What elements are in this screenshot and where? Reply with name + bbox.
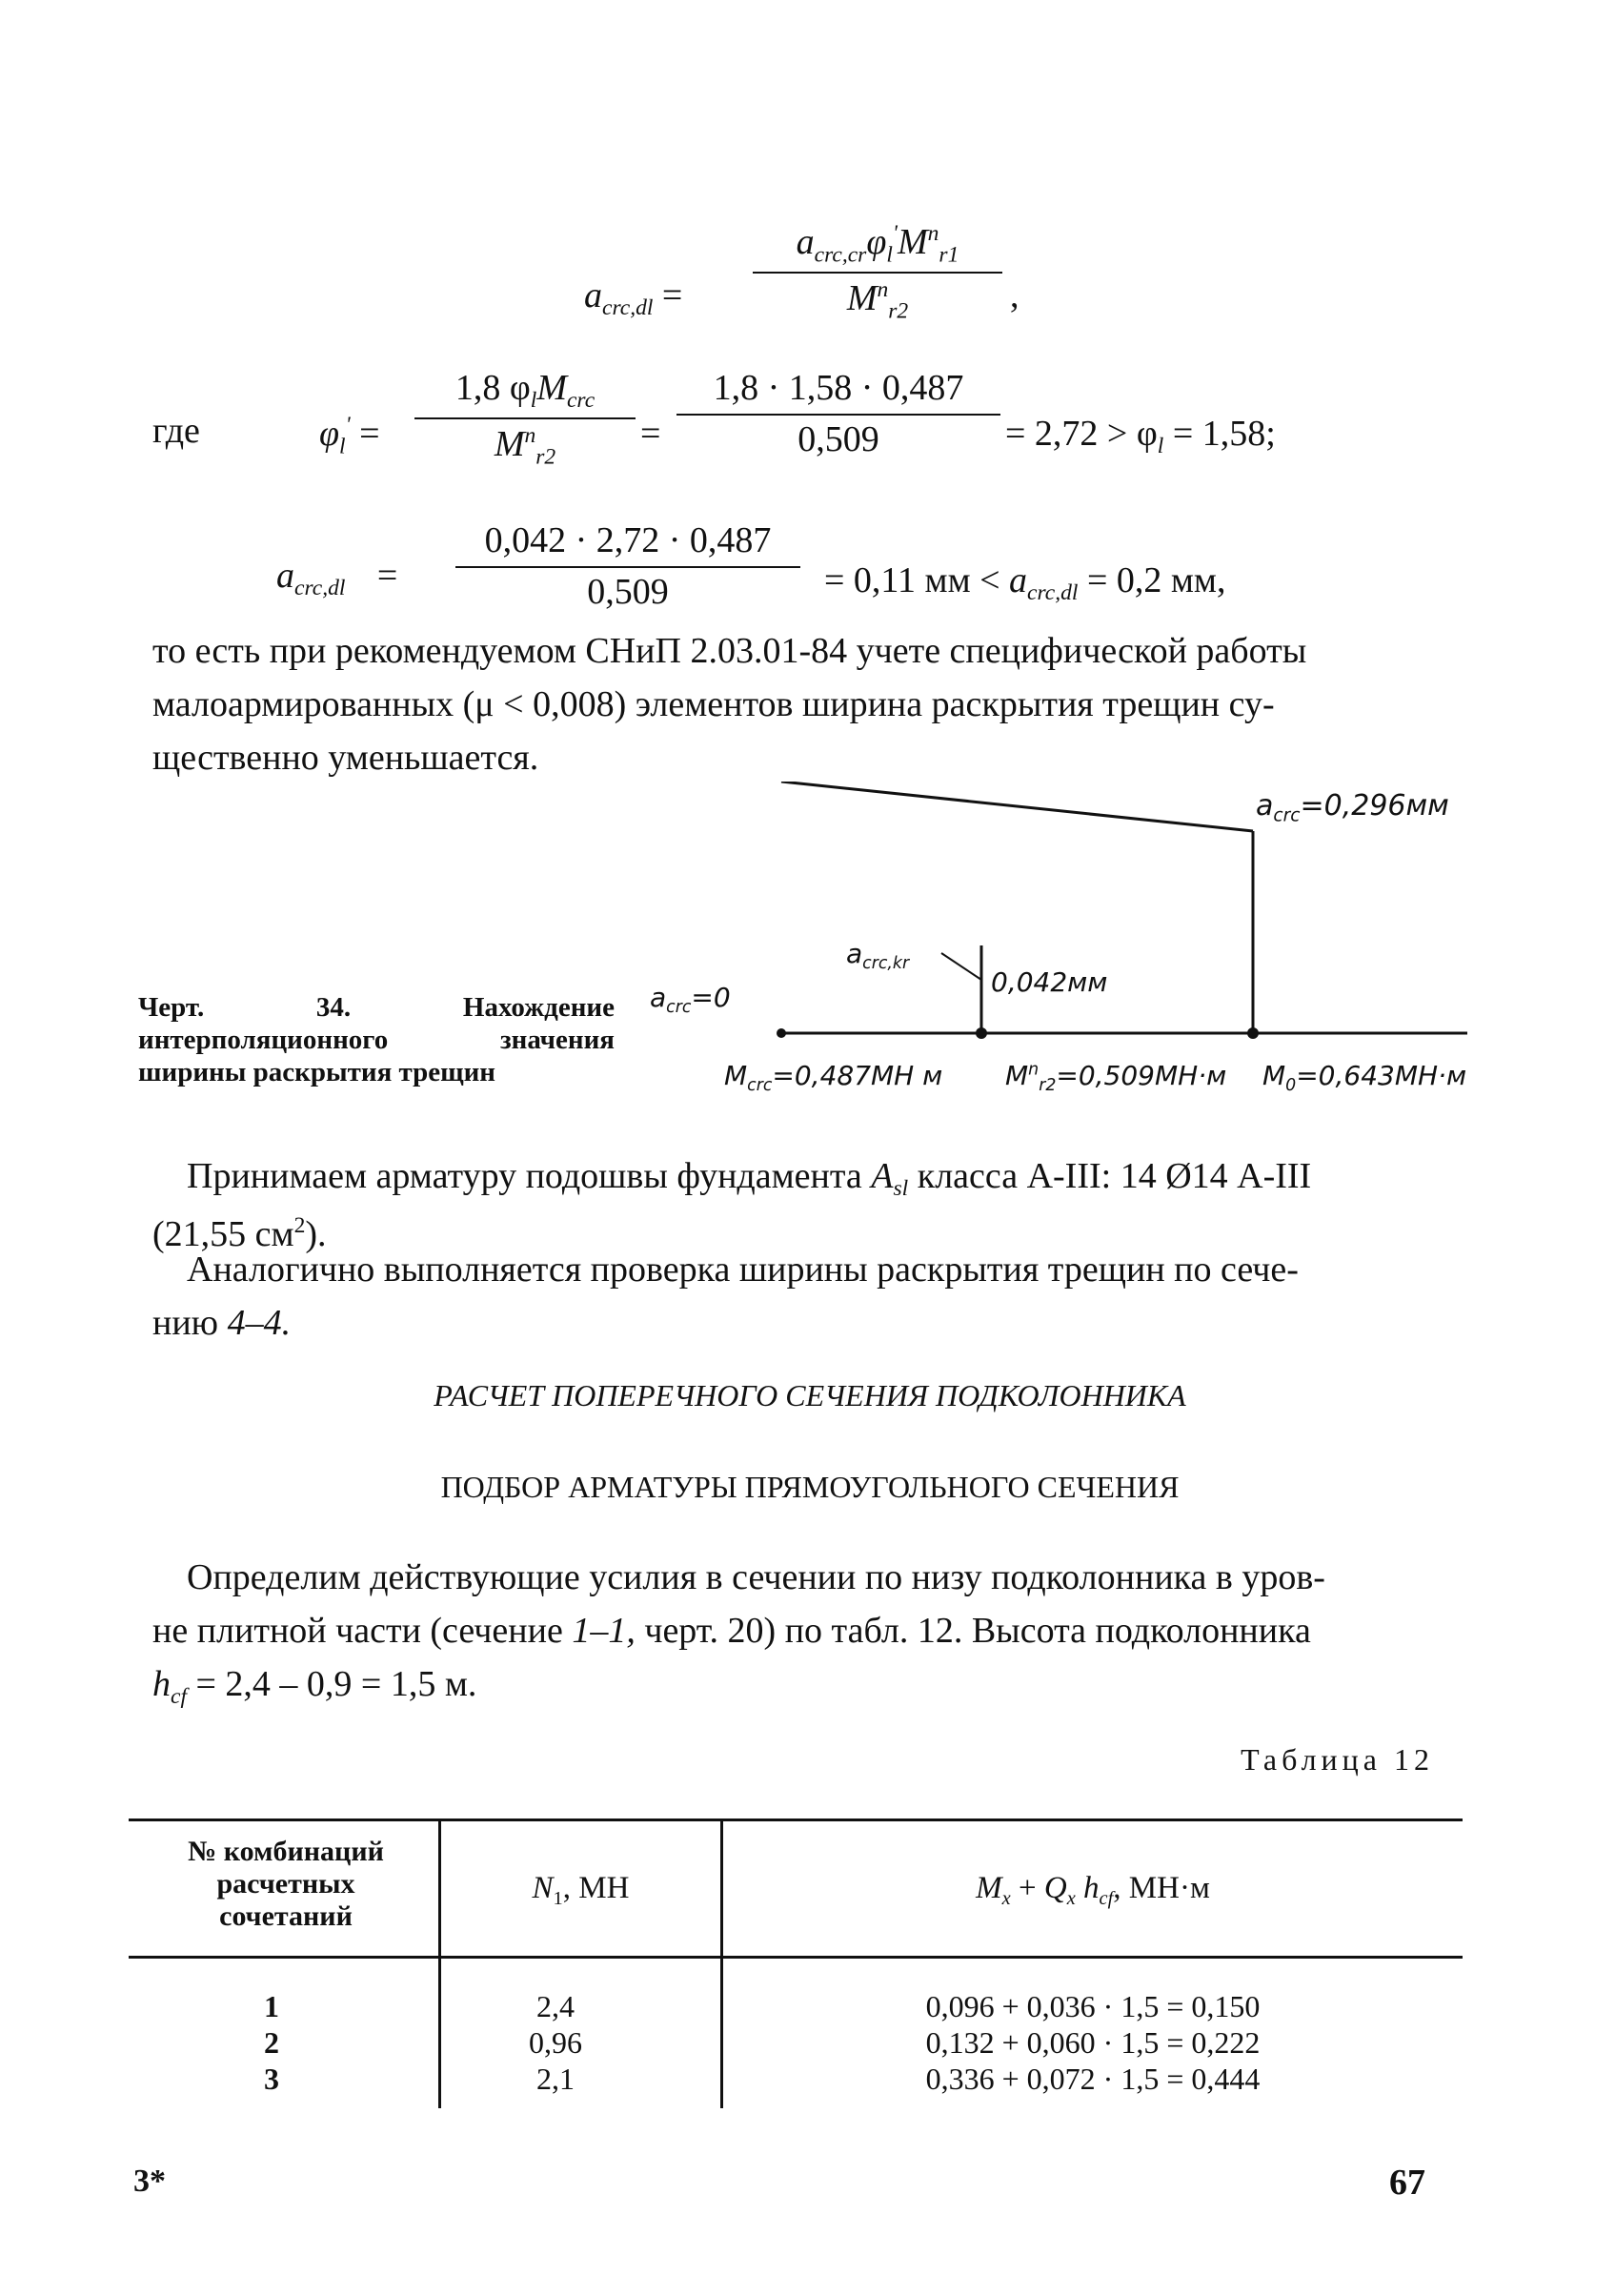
formula-3-result: = 0,11 мм < $a_{crc,dl} = 0,2$ мм, <box>824 560 1226 606</box>
footer-signature-mark: 3* <box>133 2164 166 2199</box>
table-cell-n1: 0,96 <box>529 2025 582 2060</box>
table-cell-combination: 3 <box>264 2062 279 2096</box>
figure-34-diagram <box>619 782 1496 1096</box>
label-a-crc-kr: $a_{crc,kr}$ <box>846 938 910 974</box>
heading-1: РАСЧЕТ ПОПЕРЕЧНОГО СЕЧЕНИЯ ПОДКОЛОННИКА <box>434 1378 1186 1412</box>
paragraph-1 <box>152 624 1467 784</box>
formula-1-lhs: $a_{crc,dl}$ = <box>584 275 683 321</box>
formula-2-result: = $2,72 > \varphi_l = 1,58$; <box>1005 414 1276 459</box>
formula-2-eq2: = <box>640 414 661 454</box>
paragraph-2-line-2: (21,55 $см^2$). <box>152 1213 327 1255</box>
point-mcrc <box>777 1028 786 1038</box>
point-mr2 <box>976 1027 987 1039</box>
label-a-crc-top: $a_{crc}=0,296мм$ <box>1256 789 1449 826</box>
label-0042: 0,042мм <box>991 966 1108 998</box>
paragraph-3 <box>152 1243 1467 1350</box>
paragraph-4 <box>152 1551 1467 1723</box>
table-header-rule <box>129 1956 1463 1959</box>
paragraph-1-line-2: малоармированных (μ < 0,008) элементов ширина раскрытия трещин су- <box>152 684 1275 724</box>
formula-2-where: где <box>152 411 200 451</box>
table-cell-moment: 0,336 + 0,072 · 1,5 = 0,444 <box>925 2062 1261 2096</box>
table-cell-n1: 2,4 <box>536 1989 575 2023</box>
label-a-crc-zero: $a_{crc}=0$ <box>650 982 731 1018</box>
paragraph-3-line-1: Аналогично выполняется проверка ширины раскрытия трещин по сече- <box>187 1250 1299 1290</box>
formula-1-fraction: $a_{crc,cr}\varphi_l'M^n_{r1}$ $M^n_{r2}$ <box>753 221 1002 325</box>
page-number: 67 <box>1389 2163 1425 2203</box>
paragraph-4-line-3: $h_{cf} = 2,4 - 0,9 = 1,5$ м. <box>152 1664 477 1710</box>
table-cell-combination: 1 <box>264 1989 279 2023</box>
table-cell-n1: 2,1 <box>536 2062 575 2096</box>
formula-2-fraction-b: 1,8 · 1,58 · 0,487 0,509 <box>676 368 1000 460</box>
label-m-r2: $M^n_{r2}=0,509МН\cdot м$ <box>1005 1060 1227 1096</box>
paragraph-4-line-1: Определим действующие усилия в сечении по низу подколонника в уров- <box>187 1557 1325 1597</box>
table-title: Таблица 12 <box>1241 1742 1434 1777</box>
formula-3-lhs: $a_{crc,dl}$ = <box>276 556 398 601</box>
hypotenuse-line <box>781 782 1253 831</box>
label-m0: $M_0=0,643МН\cdot м$ <box>1262 1060 1467 1096</box>
table-top-rule <box>129 1819 1463 1821</box>
table-header-n1: $N_1$, МН <box>532 1871 630 1910</box>
paragraph-4-line-2: не плитной части (сечение 1–1, черт. 20) по табл. 12. Высота подколонника <box>152 1611 1311 1651</box>
label-m-crc: $M_{crc}=0,487МН$ м <box>724 1060 943 1096</box>
heading-2: ПОДБОР АРМАТУРЫ ПРЯМОУГОЛЬНОГО СЕЧЕНИЯ <box>440 1470 1180 1504</box>
paragraph-1-line-3: щественно уменьшается. <box>152 738 539 778</box>
formula-2-fraction-a: 1,8 $\varphi_lM_{crc}$ $M^n_{r2}$ <box>414 368 636 471</box>
table-header-combination: № комбинаций расчетных сочетаний <box>188 1836 384 1932</box>
leader-line <box>941 953 981 980</box>
paragraph-2-line-1: Принимаем арматуру подошвы фундамента $A_{sl}$ класса А-III: 14 Ø14 А-III <box>187 1156 1312 1202</box>
table-cell-moment: 0,096 + 0,036 · 1,5 = 0,150 <box>925 1989 1261 2023</box>
formula-1-tail: , <box>1010 275 1019 315</box>
table-cell-moment: 0,132 + 0,060 · 1,5 = 0,222 <box>925 2025 1261 2060</box>
paragraph-3-line-2: нию 4–4. <box>152 1303 292 1343</box>
formula-3-fraction: 0,042 · 2,72 · 0,487 0,509 <box>455 520 800 613</box>
formula-2-lhs: $\varphi_l'$ = <box>319 413 380 459</box>
figure-34-caption: Черт. 34. Нахождение интерполяционного значения ширины раскрытия трещин <box>138 992 615 1087</box>
table-header-moment: $M_x + Q_x$ $h_{cf}$, МН·м <box>976 1871 1210 1910</box>
table-cell-combination: 2 <box>264 2025 279 2060</box>
point-m0 <box>1247 1027 1259 1039</box>
paragraph-1-line-1: то есть при рекомендуемом СНиП 2.03.01-84 учете специфической работы <box>152 631 1307 671</box>
